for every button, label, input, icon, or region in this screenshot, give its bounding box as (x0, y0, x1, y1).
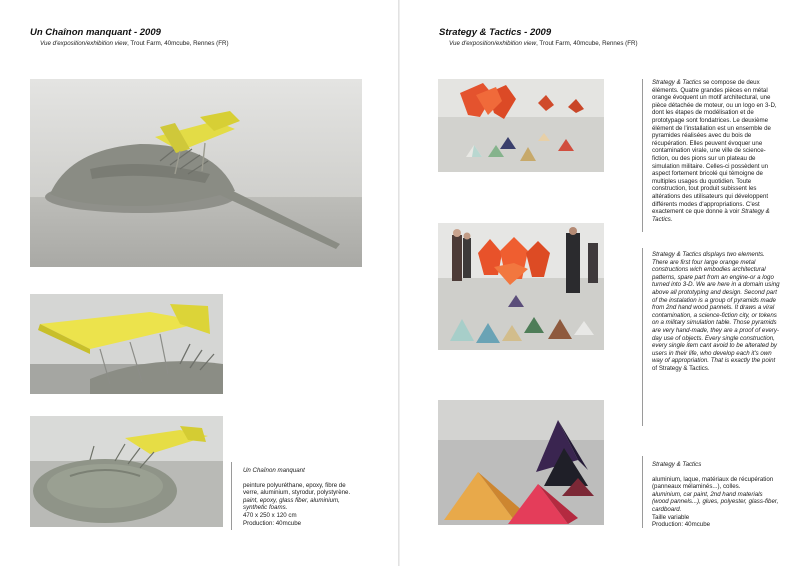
caption-chainon (243, 467, 358, 527)
caption-chainon-materials-en: paint, epoxy, glass fiber, aluminium, synthetic foams. (243, 496, 340, 512)
caption-strategy-title: Strategy & Tactics (652, 461, 702, 468)
text-strategy-en (652, 251, 780, 373)
caption-chainon-dimensions: 470 x 250 x 120 cm (243, 511, 297, 519)
caption-strategy-production: Production: 40mcube (652, 521, 711, 529)
left-page-title: Un Chaînon manquant - 2009 (30, 27, 161, 38)
text-rule-fr (642, 79, 643, 232)
caption-strategy (652, 461, 780, 529)
text-fr-title: Strategy & Tactics (652, 79, 702, 86)
caption-rule-strategy (642, 456, 643, 528)
right-subtitle-view: Vue d'exposition/exhibition view (449, 40, 537, 47)
photo-strategy-overview (438, 79, 604, 172)
photo-chainon-shell (30, 416, 223, 527)
caption-chainon-title: Un Chaînon manquant (243, 467, 305, 474)
text-fr-body: se compose de deux éléments. Quatre grandes pièces en métal orange évoquent un motif architectural, une pièce détachée de moteur, ou un logo en 3-D, dont les étapes de modélisation et de prototypage sont fondatrices. Le deuxième élément de l'installation est un ensemble de pyramides réalisées avec du bois de récupération. Elles peuvent évoquer une contamination virale, une ville de science-fiction, ou des pions sur un plateau de simulation militaire. Celles-ci possèdent un aspect fortement bricolé qui témoigne de multiples usages du quotidien. Toute construction, tout produit subissent les altérations des utilisateurs qui développent différents modes d'appropriations. C'est exactement ce que donne à voir (652, 79, 777, 216)
photo-strategy-visitors (438, 223, 604, 350)
caption-strategy-materials-en: aluminium, car paint, 2nd hand materials (wood pannels...), glues, polyester, glass-fiber, cardboard. (652, 490, 779, 513)
right-page (400, 0, 800, 566)
left-page-subtitle (40, 40, 229, 47)
photo-chainon-wing (30, 294, 223, 394)
caption-strategy-materials-fr: aluminium, laque, matériaux de récupération (panneaux mélaminés...), colles. (652, 475, 774, 491)
text-strategy-fr (652, 79, 780, 223)
caption-chainon-production: Production: 40mcube (243, 519, 302, 527)
left-subtitle-view: Vue d'exposition/exhibition view (40, 40, 128, 47)
right-subtitle-place: , Trout Farm, 40mcube, Rennes (FR) (536, 40, 638, 47)
text-fr-end-title: Strategy & Tactics (652, 208, 770, 223)
caption-strategy-size: Taille variable (652, 513, 690, 521)
text-fr-end: . (670, 215, 673, 223)
photo-chainon-wide (30, 79, 362, 267)
text-en-body: Strategy & Tactics displays two elements. There are first four large orange metal constructions wich embodies architectural patterns, spare part from an engine-or a logo turned into 3-D. We are here in a domain using above all prototyping and design. Second part of the instalation is a group of pyramids made from 2nd hand wood pannels. It draws a viral contamination, a science-fiction city, or tokens on a military simulation table. Those pyramids are very hand-made, they are a proof of every-day use of objects. Every single construction, every single item cant avoid to be alterated by users in their life, who develop each it's own way of appropriation. That is exactly the point (652, 251, 780, 365)
caption-chainon-materials-fr: peinture polyuréthane, epoxy, fibre de verre, aluminium, styrodur, polystyrène. (243, 481, 351, 497)
right-page-subtitle (449, 40, 638, 47)
left-subtitle-place: , Trout Farm, 40mcube, Rennes (FR) (127, 40, 229, 47)
text-en-end: of Strategy & Tactics. (652, 364, 710, 372)
caption-rule (231, 462, 232, 530)
text-rule-en (642, 248, 643, 426)
right-page-title: Strategy & Tactics - 2009 (439, 27, 552, 38)
photo-strategy-pyramids (438, 400, 604, 525)
